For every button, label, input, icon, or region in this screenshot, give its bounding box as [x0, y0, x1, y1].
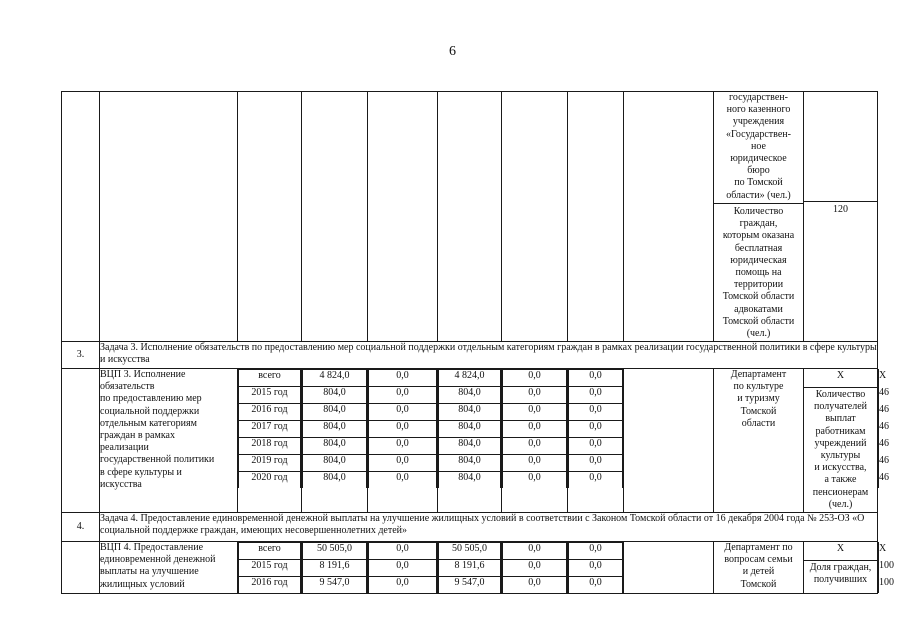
task4-department: Департамент по вопросам семьи и детей Томской [714, 541, 804, 593]
task3-fed-col [368, 369, 438, 513]
task3-empty-col [624, 369, 714, 513]
row-label: 2015 год [239, 559, 301, 576]
indicator-x: Х [804, 369, 877, 388]
row-label: 2019 год [239, 455, 301, 472]
indicator-text: Количество граждан, которым оказана бесплатная юридическая помощь на территории Томской области адвокатами Томской области (чел.) [722, 206, 795, 339]
task3-indicator-text: Количество получателей выплат работникам учреждений культуры и искусства, а также пенсионерам (чел.) [812, 389, 869, 510]
amount-other: 0,0 [569, 559, 623, 576]
amount-federal: 0,0 [369, 421, 437, 438]
task3-blank-cell [62, 369, 100, 513]
task3-text: Задача 3. Исполнение обязательств по предоставлению мер социальной поддержки отдельным категориям граждан в рамках реализации государственной политики в сфере культуры и искусства [100, 342, 878, 369]
amount-local: 0,0 [503, 438, 567, 455]
indicator-value: 120 [833, 204, 848, 215]
amount-other: 0,0 [569, 404, 623, 421]
program-table [61, 91, 894, 594]
task3-total-col [302, 369, 368, 513]
continuation-cell [438, 92, 502, 342]
continuation-cell [238, 92, 302, 342]
amount-federal: 0,0 [369, 370, 437, 387]
task3-labels [238, 369, 301, 488]
task3-reg-col [438, 369, 502, 513]
amount-total: 804,0 [303, 472, 367, 489]
task4-number: 4. [62, 512, 100, 541]
task3-other [568, 369, 623, 488]
task4-total-col [302, 541, 368, 593]
task3-label-col [238, 369, 302, 513]
row-label: 2015 год [239, 387, 301, 404]
task3-reg [438, 369, 501, 488]
amount-other: 0,0 [569, 542, 623, 559]
amount-other: 0,0 [569, 387, 623, 404]
row-label: 2016 год [239, 576, 301, 593]
amount-total: 804,0 [303, 438, 367, 455]
amount-federal: 0,0 [369, 576, 437, 593]
amount-federal: 0,0 [369, 559, 437, 576]
continuation-name-cell [100, 92, 238, 342]
task4-text: Задача 4. Предоставление единовременной денежной выплаты на улучшение жилищных условий в соответствии с Законом Томской области от 16 декабря 2004 года № 253-ОЗ «О социальной поддержке граждан, имеющих несовершеннолетних детей» [100, 512, 878, 541]
task3-program-name: ВЦП 3. Исполнение обязательств по предоставлению мер социальной поддержки отдельным категориям граждан в рамках реализации государственной политики в сфере культуры и искусства [100, 369, 238, 513]
task4-indicator-text: Доля граждан, получивших [809, 561, 872, 586]
task4-loc-col [502, 541, 568, 593]
amount-local: 0,0 [503, 455, 567, 472]
amount-regional: 804,0 [439, 421, 501, 438]
amount-total: 804,0 [303, 455, 367, 472]
task3-department: Департамент по культуре и туризму Томской области [714, 369, 804, 513]
task4-blank-cell [62, 541, 100, 593]
amount-federal: 0,0 [369, 455, 437, 472]
amount-regional: 804,0 [439, 472, 501, 489]
task3-other-col [568, 369, 624, 513]
amount-regional: 50 505,0 [439, 542, 501, 559]
amount-total: 8 191,6 [303, 559, 367, 576]
amount-local: 0,0 [503, 559, 567, 576]
task3-loc [502, 369, 567, 488]
task4-body-row [62, 541, 878, 593]
amount-federal: 0,0 [369, 387, 437, 404]
amount-total: 804,0 [303, 387, 367, 404]
task4-empty-col [624, 541, 714, 593]
task4-other [568, 542, 623, 593]
amount-local: 0,0 [503, 576, 567, 593]
task4-fed [368, 542, 437, 593]
task4-label-col [238, 541, 302, 593]
value-spacer [804, 91, 877, 202]
continuation-indicator-cell [714, 92, 804, 342]
amount-federal: 0,0 [369, 404, 437, 421]
task4-program-name: ВЦП 4. Предоставление единовременной денежной выплаты на улучшение жилищных условий [100, 541, 238, 593]
continuation-cell [368, 92, 438, 342]
task3-body-row [62, 369, 878, 513]
task3-loc-col [502, 369, 568, 513]
amount-total: 4 824,0 [303, 370, 367, 387]
amount-other: 0,0 [569, 576, 623, 593]
amount-regional: 4 824,0 [439, 370, 501, 387]
task4-reg-col [438, 541, 502, 593]
row-label: 2017 год [239, 421, 301, 438]
amount-local: 0,0 [503, 421, 567, 438]
amount-other: 0,0 [569, 455, 623, 472]
continuation-dept-cell [624, 92, 714, 342]
amount-federal: 0,0 [369, 542, 437, 559]
continuation-value-cell [804, 92, 878, 342]
row-label: 2018 год [239, 438, 301, 455]
task4-totals [302, 542, 367, 593]
row-label: 2016 год [239, 404, 301, 421]
task3-values: Х 46 46 46 46 46 46 [879, 370, 889, 484]
task4-loc [502, 542, 567, 593]
page-number: 6 [449, 44, 456, 59]
task4-reg [438, 542, 501, 593]
task3-number: 3. [62, 342, 100, 369]
task4-header-row [62, 512, 878, 541]
amount-local: 0,0 [503, 404, 567, 421]
amount-total: 804,0 [303, 404, 367, 421]
continuation-number-cell [62, 92, 100, 342]
continuation-row [62, 92, 878, 342]
amount-federal: 0,0 [369, 438, 437, 455]
amount-regional: 8 191,6 [439, 559, 501, 576]
task3-header-row [62, 342, 878, 369]
continuation-cell [302, 92, 368, 342]
amount-other: 0,0 [569, 370, 623, 387]
amount-local: 0,0 [503, 387, 567, 404]
amount-regional: 804,0 [439, 438, 501, 455]
task4-fed-col [368, 541, 438, 593]
task4-other-col [568, 541, 624, 593]
continuation-cell [502, 92, 568, 342]
row-label: 2020 год [239, 472, 301, 489]
amount-other: 0,0 [569, 438, 623, 455]
amount-total: 50 505,0 [303, 542, 367, 559]
amount-total: 9 547,0 [303, 576, 367, 593]
amount-other: 0,0 [569, 421, 623, 438]
task3-fed [368, 369, 437, 488]
amount-regional: 804,0 [439, 404, 501, 421]
amount-regional: 9 547,0 [439, 576, 501, 593]
amount-regional: 804,0 [439, 455, 501, 472]
amount-local: 0,0 [503, 472, 567, 489]
row-label: всего [239, 370, 301, 387]
amount-other: 0,0 [569, 472, 623, 489]
indicator-x: Х [804, 542, 877, 561]
continuation-cell [568, 92, 624, 342]
amount-regional: 804,0 [439, 387, 501, 404]
task4-labels [238, 542, 301, 593]
task4-values: Х 100 100 [879, 542, 894, 588]
indicator-text: государствен- ного казенного учреждения «Государствен- ное юридическое бюро по Томской области» (чел.) [714, 91, 803, 204]
task3-totals [302, 369, 367, 488]
amount-local: 0,0 [503, 542, 567, 559]
amount-local: 0,0 [503, 370, 567, 387]
amount-total: 804,0 [303, 421, 367, 438]
row-label: всего [239, 542, 301, 559]
amount-federal: 0,0 [369, 472, 437, 489]
